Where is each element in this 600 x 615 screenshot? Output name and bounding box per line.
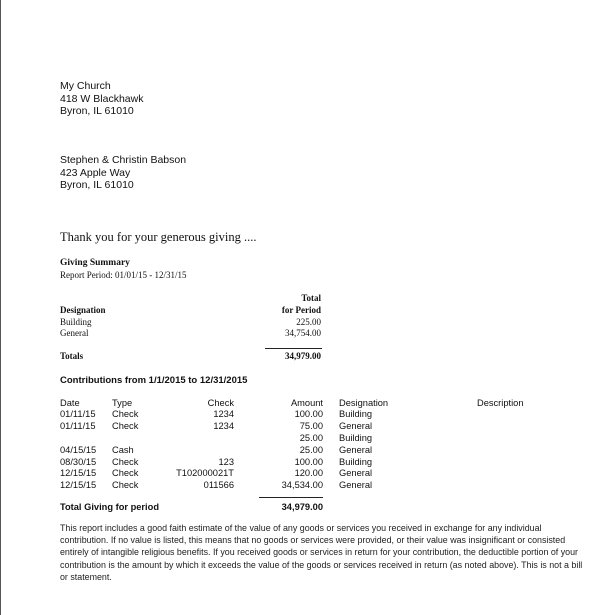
row-date: 01/11/15 (60, 409, 96, 419)
thank-you-message: Thank you for your generous giving .... (60, 230, 257, 244)
total-giving-label: Total Giving for period (60, 502, 159, 512)
row-amount: 25.00 (299, 433, 323, 443)
row-date: 12/15/15 (60, 480, 97, 490)
contributions-title: Contributions from 1/1/2015 to 12/31/2015 (60, 375, 248, 386)
row-amount: 34,534.00 (281, 480, 323, 490)
header-date: Date (60, 398, 80, 408)
row-date: 01/11/15 (60, 421, 96, 431)
row-type: Check (112, 409, 139, 419)
contributions-total-rule (259, 497, 323, 498)
header-check: Check (207, 398, 234, 408)
row-designation: General (339, 480, 373, 490)
row-amount: 120.00 (294, 468, 323, 478)
total-giving-value: 34,979.00 (281, 502, 323, 512)
header-amount: Amount (290, 398, 323, 408)
row-designation: General (339, 445, 373, 455)
row-type: Check (112, 480, 139, 490)
sender-street: 418 W Blackhawk (60, 92, 144, 105)
disclaimer-text: This report includes a good faith estimate of the value of any goods or services you received in exchange for any individual contribution. If no value is listed, this means that no goods or services were provided, or their value was insignificant or consisted entirely of intangible religious benefits. If you received goods or services in return for your contribution, the deductible portion of your contribution is the amount by which it exceeds the value of the goods or services received in return (as noted above). This is not a bill or statement. (60, 523, 583, 582)
row-check: 011566 (203, 480, 234, 490)
row-date: 08/30/15 (60, 457, 97, 467)
header-description: Description (477, 398, 524, 408)
row-date: 12/15/15 (60, 468, 97, 478)
header-designation: Designation (339, 398, 389, 408)
recipient-street: 423 Apple Way (60, 166, 131, 179)
row-amount: 25.00 (299, 445, 323, 455)
row-designation: Building (339, 457, 373, 467)
summary-total-rule (265, 348, 322, 349)
row-amount: 75.00 (299, 421, 323, 431)
summary-header-total: Total (301, 293, 321, 303)
summary-header-for-period: for Period (281, 305, 321, 315)
summary-row-amount: 34,754.00 (285, 328, 321, 338)
giving-summary-title: Giving Summary (60, 258, 130, 268)
row-date: 04/15/15 (60, 445, 97, 455)
recipient-address (60, 154, 186, 192)
summary-row-designation: Building (60, 317, 92, 327)
row-type: Check (112, 468, 139, 478)
summary-row-amount: 225.00 (296, 317, 321, 327)
summary-row-designation: General (60, 328, 89, 338)
summary-header-designation: Designation (60, 305, 106, 315)
row-check: 1234 (213, 409, 234, 419)
header-type: Type (112, 398, 133, 408)
sender-name: My Church (60, 80, 111, 92)
report-period: Report Period: 01/01/15 - 12/31/15 (60, 270, 187, 280)
row-amount: 100.00 (294, 409, 323, 419)
recipient-city: Byron, IL 61010 (60, 179, 134, 192)
row-designation: Building (339, 409, 373, 419)
row-check: 123 (218, 457, 234, 467)
row-check: 1234 (213, 421, 234, 431)
sender-city: Byron, IL 61010 (60, 105, 134, 118)
row-type: Check (112, 457, 139, 467)
row-type: Cash (112, 445, 134, 455)
row-designation: Building (339, 433, 373, 443)
row-type: Check (112, 421, 139, 431)
recipient-name: Stephen & Christin Babson (60, 154, 187, 166)
row-designation: General (339, 421, 373, 431)
summary-totals-label: Totals (60, 351, 84, 361)
row-check: T102000021T (176, 468, 234, 478)
summary-totals-value: 34,979.00 (285, 351, 321, 361)
sender-address (60, 80, 143, 118)
row-amount: 100.00 (294, 457, 323, 467)
row-designation: General (339, 468, 373, 478)
